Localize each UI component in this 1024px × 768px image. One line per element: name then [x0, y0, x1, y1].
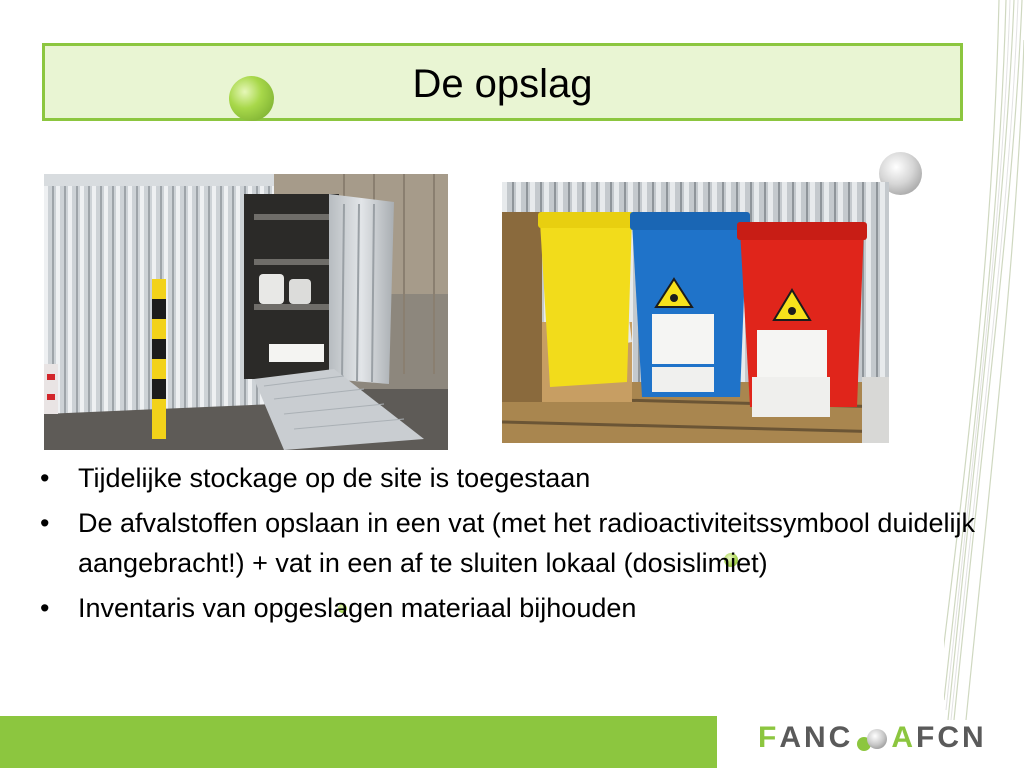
- bullet-list: [30, 458, 980, 633]
- bullet-text: Inventaris van opgeslagen materiaal bijhouden: [78, 593, 637, 623]
- list-item: [30, 588, 980, 628]
- green-sphere-decoration: [229, 76, 274, 121]
- fanc-afcn-logo: [758, 718, 987, 758]
- storage-container-photo: [44, 174, 448, 450]
- bullet-marker: •: [40, 463, 50, 493]
- footer-bar: [0, 716, 717, 768]
- waste-bins-photo: [502, 182, 889, 443]
- bullet-marker: •: [40, 508, 50, 538]
- logo-text: ANC: [779, 721, 854, 754]
- bullet-text: De afvalstoffen opslaan in een vat (met het radioactiviteitssymbool duidelijk aangebracht!) + vat in een af te sluiten lokaal (dosislimiet): [78, 508, 975, 578]
- list-item: [30, 458, 980, 498]
- logo-text: FCN: [916, 721, 987, 754]
- logo-letter: F: [758, 721, 780, 754]
- title-banner: [42, 43, 963, 121]
- bullet-marker: •: [40, 593, 50, 623]
- logo-dots-icon: [855, 723, 889, 753]
- list-item: [30, 503, 980, 583]
- bullet-text: Tijdelijke stockage op de site is toegestaan: [78, 463, 591, 493]
- slide-title: De opslag: [412, 62, 593, 106]
- logo-letter: A: [891, 721, 916, 754]
